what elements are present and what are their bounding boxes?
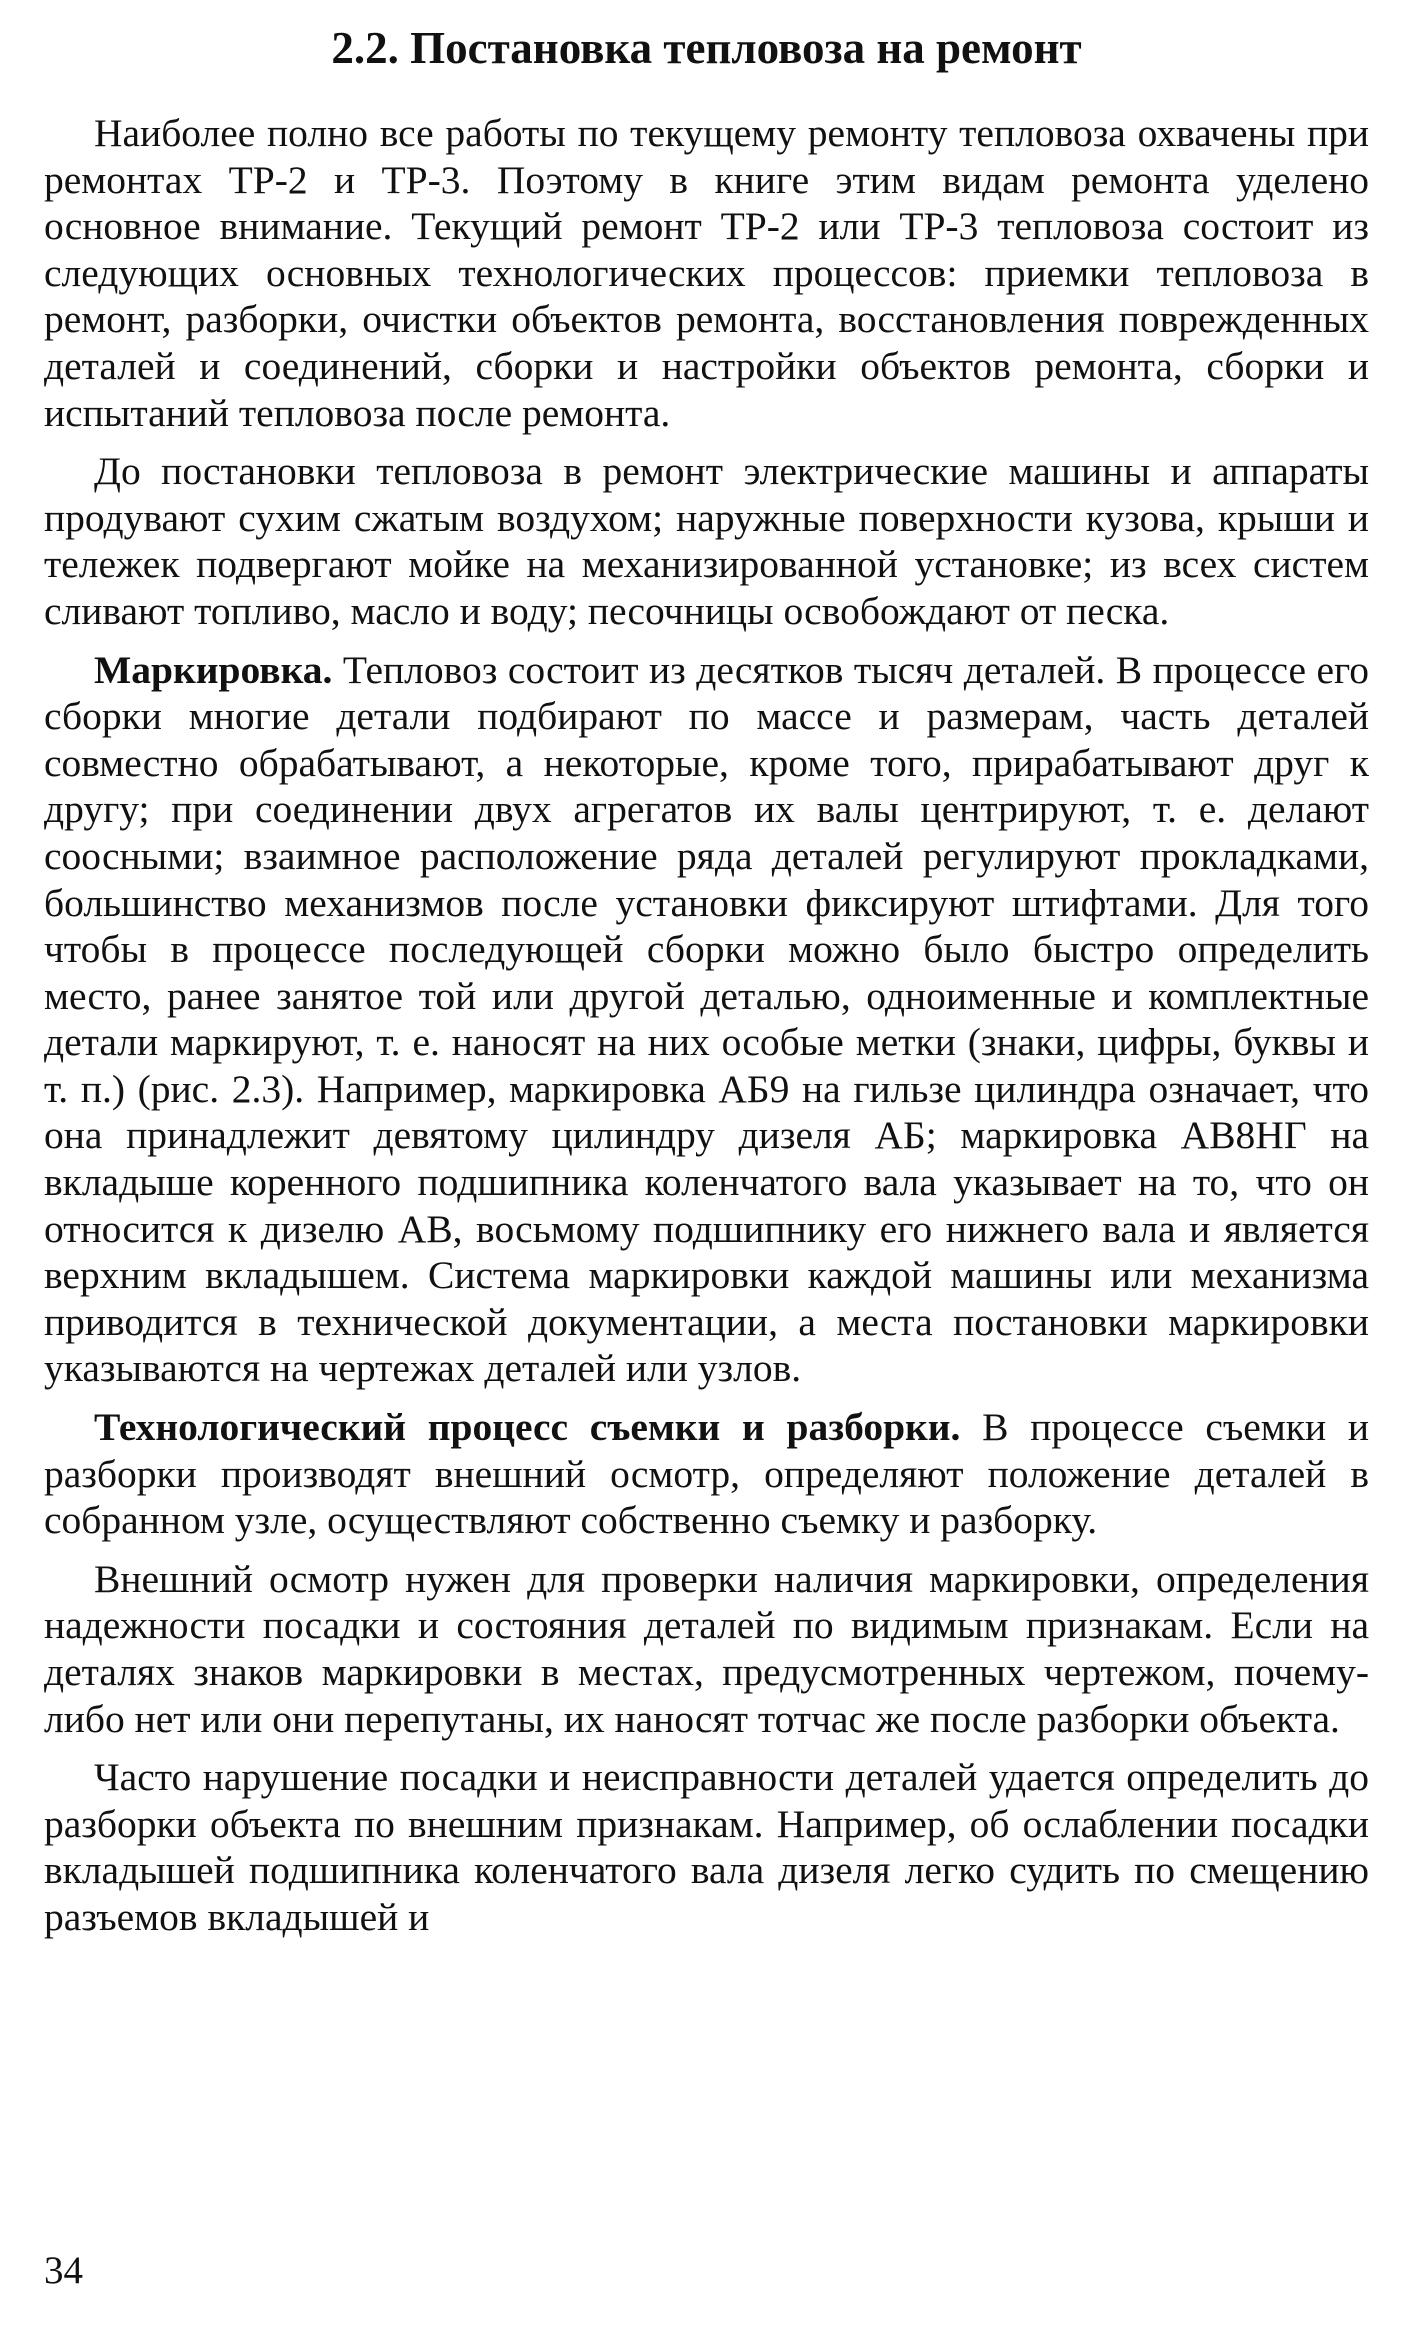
paragraph-fit-defects <box>44 1754 1369 1940</box>
paragraph-intro <box>44 110 1369 436</box>
paragraph-disassembly-process <box>44 1404 1369 1544</box>
paragraph-text: До постановки тепловоза в ремонт электрические машины и аппараты продувают сухим сжатым воздухом; наружные поверхности кузова, крыши и тележек подвергают мойке на механизированной установке; из всех систем сливают топливо, масло и воду; песочницы освобождают от песка. <box>44 449 1369 633</box>
page-number: 34 <box>44 2249 83 2292</box>
paragraph-text: Тепловоз состоит из десятков тысяч деталей. В процессе его сборки многие детали подбирают по массе и размерам, часть деталей совместно обрабатывают, а некоторые, кроме того, прирабатывают друг к другу; при соединении двух агрегатов их валы центрируют, т. е. делают соосными; взаимное расположение ряда деталей регулируют прокладками, большинство механизмов после установки фиксируют штифтами. Для того чтобы в процессе последующей сборки можно было быстро определить место, ранее занятое той или другой деталью, одноименные и комплектные детали маркируют, т. е. наносят на них особые метки (знаки, цифры, буквы и т. п.) (рис. 2.3). Например, маркировка АБ9 на гильзе цилиндра означает, что она принадлежит девятому цилиндру дизеля АБ; маркировка АВ8НГ на вкладыше коренного подшипника коленчатого вала указывает на то, что он относится к дизелю АВ, восьмому подшипнику его нижнего вала и является верхним вкладышем. Система маркировки каждой машины или механизма приводится в технической документации, а места постановки маркировки указываются на чертежах деталей или узлов. <box>44 647 1369 1391</box>
paragraph-lead: Технологический процесс съемки и разборки. <box>94 1405 961 1450</box>
page-body <box>44 22 1369 1953</box>
paragraph-marking <box>44 647 1369 1393</box>
paragraph-preparation <box>44 448 1369 634</box>
paragraph-lead: Маркировка. <box>94 647 333 692</box>
paragraph-inspection <box>44 1556 1369 1742</box>
paragraph-text: Внешний осмотр нужен для проверки наличия маркировки, определения надежности посадки и состояния деталей по видимым признакам. Если на деталях знаков маркировки в местах, предусмотренных чертежом, почему-либо нет или они перепутаны, их наносят тотчас же после разборки объекта. <box>44 1556 1369 1741</box>
paragraph-text: В процессе съемки и разборки производят внешний осмотр, определяют положение деталей в собранном узле, осуществляют собственно съемку и разборку. <box>44 1405 1369 1543</box>
section-heading: 2.2. Постановка тепловоза на ремонт <box>331 23 1082 73</box>
paragraph-text: Наиболее полно все работы по текущему ремонту тепловоза охвачены при ремонтах ТР-2 и ТР-3. Поэтому в книге этим видам ремонта уделено основное внимание. Текущий ремонт ТР-2 или ТР-3 тепловоза состоит из следующих основных технологических процессов: приемки тепловоза в ремонт, разборки, очистки объектов ремонта, восстановления поврежденных деталей и соединений, сборки и настройки объектов ремонта, сборки и испытаний тепловоза после ремонта. <box>44 111 1369 435</box>
paragraph-text: Часто нарушение посадки и неисправности деталей удается определить до разборки объекта по внешним признакам. Например, об ослаблении посадки вкладышей подшипника коленчатого вала дизеля легко судить по смещению разъемов вкладышей и <box>44 1755 1369 1939</box>
